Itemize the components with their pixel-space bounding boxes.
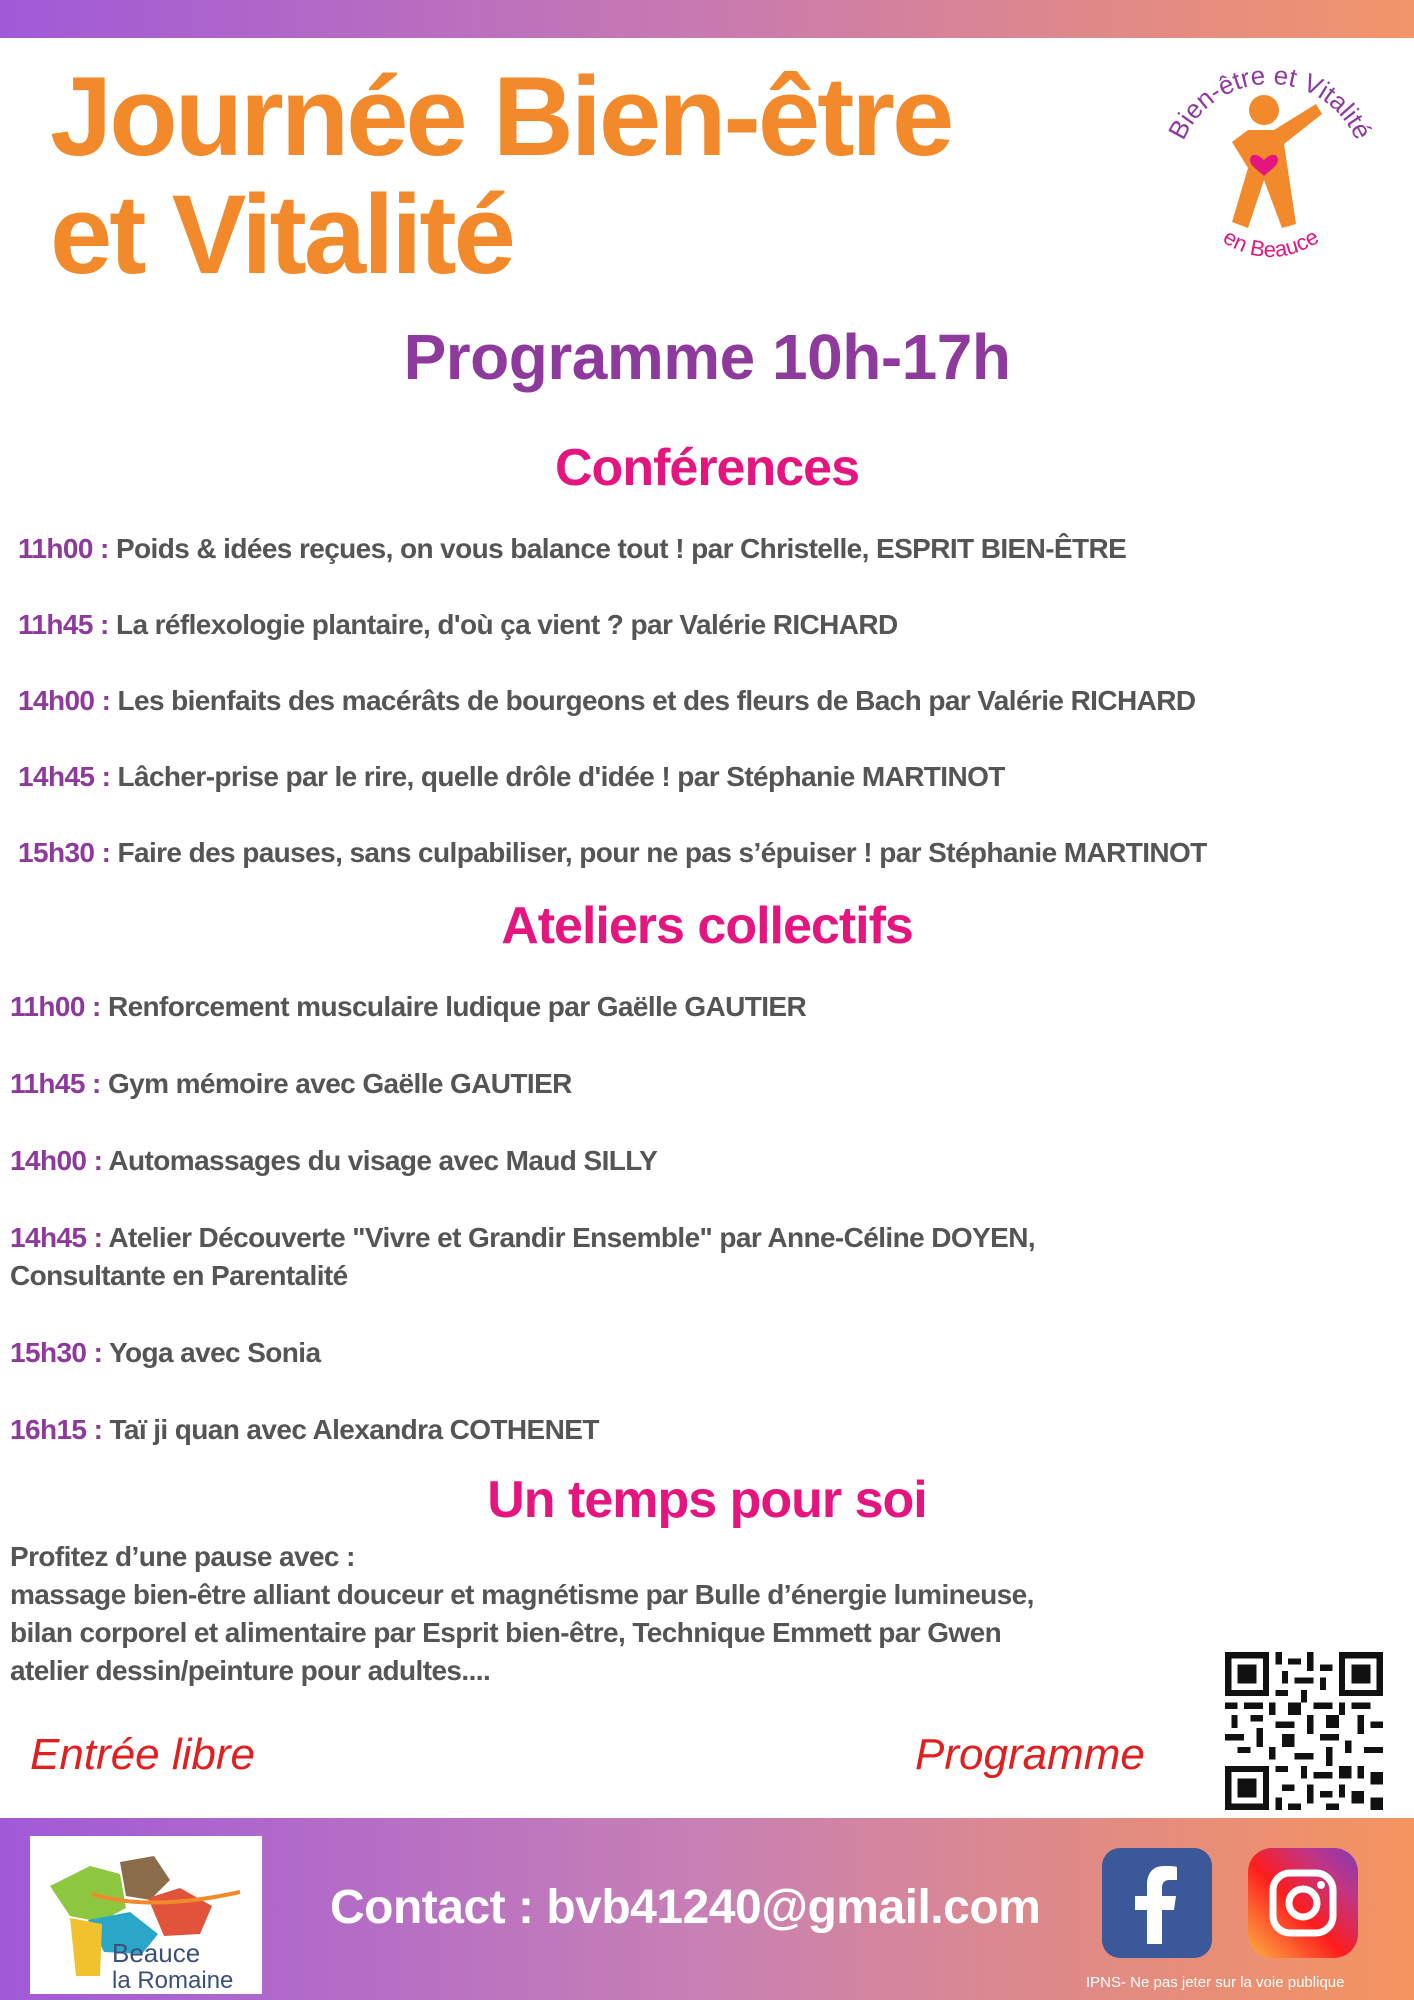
programme-subtitle: Programme 10h-17h — [403, 321, 1011, 393]
pause-line: atelier dessin/peinture pour adultes.... — [10, 1655, 491, 1686]
conference-time: 11h45 : — [18, 609, 109, 640]
conference-text: Poids & idées reçues, on vous balance tout ! par Christelle, ESPRIT BIEN-ÊTRE — [108, 533, 1127, 564]
beauce-la-romaine-logo — [30, 1836, 262, 1994]
logo-beauce-text: Beauce — [112, 1938, 201, 1968]
temps-pour-soi-text — [10, 1538, 1210, 1690]
instagram-icon[interactable] — [1248, 1848, 1358, 1958]
atelier-time: 11h00 : — [10, 991, 101, 1022]
ipns-note: IPNS- Ne pas jeter sur la voie publique — [1086, 1974, 1345, 1991]
atelier-item — [10, 1142, 657, 1180]
atelier-time: 15h30 : — [10, 1337, 103, 1368]
atelier-text: Yoga avec Sonia — [102, 1337, 321, 1368]
logo-romaine-text: la Romaine — [112, 1967, 234, 1994]
conference-item — [18, 758, 1005, 796]
page-title — [50, 54, 1130, 297]
conference-text: Lâcher-prise par le rire, quelle drôle d'idée ! par Stéphanie MARTINOT — [110, 761, 1005, 792]
facebook-icon[interactable] — [1102, 1848, 1212, 1958]
atelier-text: Atelier Découverte "Vivre et Grandir Ensemble" par Anne-Céline DOYEN, — [102, 1222, 1036, 1253]
atelier-time: 14h45 : — [10, 1222, 103, 1253]
pause-line: bilan corporel et alimentaire par Esprit bien-être, Technique Emmett par Gwen — [10, 1617, 1002, 1648]
atelier-time: 11h45 : — [10, 1068, 101, 1099]
bien-etre-vitalite-logo — [1140, 48, 1400, 288]
ateliers-title: Ateliers collectifs — [501, 897, 913, 955]
conference-time: 11h00 : — [18, 533, 109, 564]
atelier-time: 16h15 : — [10, 1414, 103, 1445]
conference-time: 15h30 : — [18, 837, 111, 868]
atelier-text: Renforcement musculaire ludique par Gaëlle GAUTIER — [100, 991, 807, 1022]
atelier-text: Gym mémoire avec Gaëlle GAUTIER — [100, 1068, 572, 1099]
conference-item — [18, 606, 898, 644]
pause-line: Profitez d’une pause avec : — [10, 1541, 355, 1572]
atelier-item — [10, 988, 806, 1026]
logo-arc-text: Bien-être et Vitalité — [1161, 59, 1379, 144]
atelier-time: 14h00 : — [10, 1145, 103, 1176]
qr-code-icon[interactable] — [1225, 1652, 1383, 1810]
conference-item — [18, 530, 1126, 568]
conference-text: Les bienfaits des macérâts de bourgeons et des fleurs de Bach par Valérie RICHARD — [110, 685, 1196, 716]
atelier-text: Taï ji quan avec Alexandra COTHENET — [102, 1414, 599, 1445]
atelier-text-continued: Consultante en Parentalité — [10, 1260, 348, 1291]
conference-time: 14h45 : — [18, 761, 111, 792]
atelier-item — [10, 1065, 572, 1103]
conferences-title: Conférences — [555, 439, 859, 497]
conference-text: La réflexologie plantaire, d'où ça vient ? par Valérie RICHARD — [108, 609, 898, 640]
top-gradient-band — [0, 0, 1414, 38]
pause-line: massage bien-être alliant douceur et magnétisme par Bulle d’énergie lumineuse, — [10, 1579, 1034, 1610]
svg-text:en Beauce — [1219, 224, 1323, 262]
programme-label: Programme — [915, 1730, 1145, 1779]
temps-pour-soi-title: Un temps pour soi — [487, 1471, 927, 1529]
conference-text: Faire des pauses, sans culpabiliser, pour ne pas s’épuiser ! par Stéphanie MARTINOT — [110, 837, 1207, 868]
entree-libre: Entrée libre — [30, 1730, 256, 1779]
title-line-2: et Vitalité — [50, 172, 513, 297]
atelier-item — [10, 1219, 1035, 1295]
conference-item — [18, 834, 1207, 872]
conference-item — [18, 682, 1195, 720]
atelier-text: Automassages du visage avec Maud SILLY — [102, 1145, 658, 1176]
atelier-item — [10, 1334, 320, 1372]
logo-bottom-text: en Beauce — [1219, 223, 1323, 263]
conference-time: 14h00 : — [18, 685, 111, 716]
atelier-item — [10, 1411, 599, 1449]
title-line-1: Journée Bien-être — [50, 54, 952, 179]
contact-email[interactable]: Contact : bvb41240@gmail.com — [330, 1881, 1041, 1934]
